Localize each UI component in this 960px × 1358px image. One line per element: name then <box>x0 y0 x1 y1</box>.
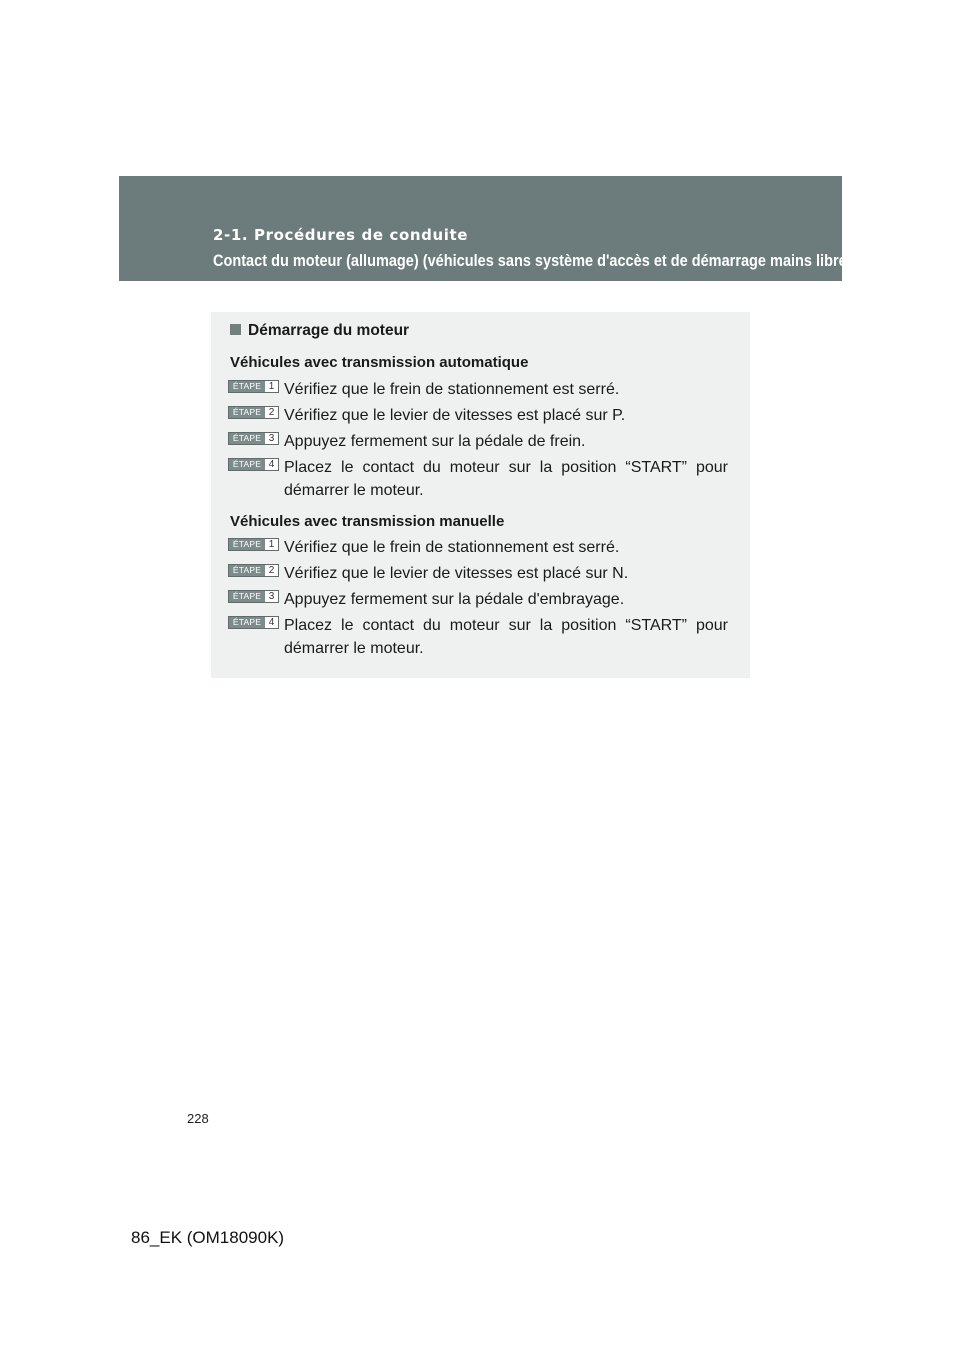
step-badge-icon <box>228 564 279 577</box>
square-bullet-icon <box>230 324 241 335</box>
step-badge-icon <box>228 380 279 393</box>
box-title-text: Démarrage du moteur <box>248 322 410 339</box>
step-badge-word: ÉTAPE <box>229 591 265 602</box>
step-badge-icon <box>228 616 279 629</box>
step-badge-icon <box>228 458 279 471</box>
step-text: Vérifiez que le frein de stationnement est serré. <box>284 381 620 398</box>
step-text: Placez le contact du moteur sur la position “START” pour démarrer le moteur. <box>284 617 728 657</box>
step-badge-icon <box>228 590 279 603</box>
procedure-box <box>211 312 750 678</box>
manual-heading: Véhicules avec transmission manuelle <box>230 513 505 530</box>
step-badge-word: ÉTAPE <box>229 617 265 628</box>
step-badge-word: ÉTAPE <box>229 433 265 444</box>
automatic-heading: Véhicules avec transmission automatique <box>230 354 529 371</box>
step-text: Vérifiez que le levier de vitesses est placé sur P. <box>284 407 626 424</box>
page-number: 228 <box>187 1111 209 1126</box>
step-badge-number: 2 <box>268 407 275 418</box>
step-text: Vérifiez que le frein de stationnement est serré. <box>284 539 620 556</box>
step-badge-number: 3 <box>268 591 275 602</box>
step-badge-number: 1 <box>268 381 275 392</box>
step-badge-number: 3 <box>268 433 275 444</box>
step-text: Placez le contact du moteur sur la position “START” pour démarrer le moteur. <box>284 459 728 499</box>
chapter-header <box>119 176 860 281</box>
page-title: Contact du moteur (allumage) (véhicules sans système d'accès et de démarrage mains libres) <box>213 252 860 270</box>
step-badge-icon <box>228 432 279 445</box>
step-badge-word: ÉTAPE <box>229 539 265 550</box>
step-badge-word: ÉTAPE <box>229 381 265 392</box>
step-badge-number: 2 <box>268 565 275 576</box>
box-title <box>230 322 409 340</box>
step-badge-word: ÉTAPE <box>229 459 265 470</box>
step-text: Vérifiez que le levier de vitesses est placé sur N. <box>284 565 629 582</box>
step-badge-icon <box>228 406 279 419</box>
step-badge-word: ÉTAPE <box>229 407 265 418</box>
section-label: 2-1. Procédures de conduite <box>213 226 469 244</box>
step-badge-icon <box>228 538 279 551</box>
document-code: 86_EK (OM18090K) <box>131 1228 285 1247</box>
step-badge-number: 4 <box>268 459 275 470</box>
step-badge-number: 4 <box>268 617 275 628</box>
step-badge-word: ÉTAPE <box>229 565 265 576</box>
step-text: Appuyez fermement sur la pédale de frein. <box>284 433 586 450</box>
step-badge-number: 1 <box>268 539 275 550</box>
step-text: Appuyez fermement sur la pédale d'embrayage. <box>284 591 625 608</box>
